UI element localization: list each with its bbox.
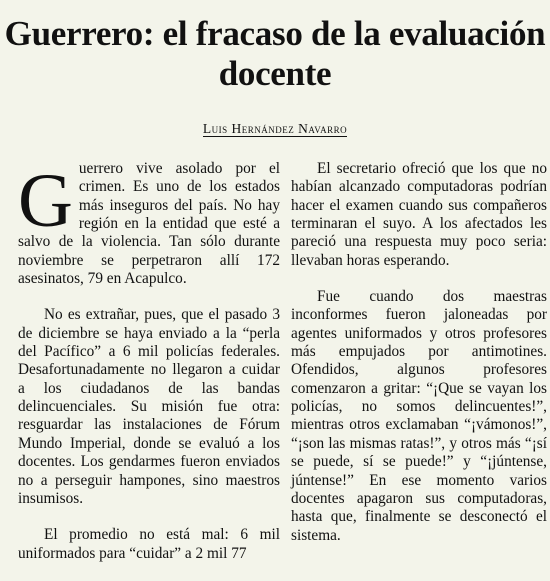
left-column: [18, 160, 280, 581]
drop-cap: G: [18, 159, 73, 243]
paragraph-text: uerrero vive asolado por el crimen. Es uno de los estados más inseguros del país. No hay región en la entidad que esté a salvo de la violencia. Tan sólo durante noviembre se perpetraron allí 172 asesinatos, 79 en Acapulco.: [18, 160, 280, 288]
paragraph: El secretario ofreció que los que no habían alcanzado computadoras podrían hacer el examen cuando sus compañeros terminaran el suyo. A los afectados les pareció una respuesta muy poco seria: llevaban horas esperando.: [291, 160, 547, 269]
right-column: [291, 160, 547, 563]
article-title: Guerrero: el fracaso de la evaluación docente: [4, 14, 546, 93]
paragraph: Fue cuando dos maestras inconformes fueron jaloneadas por agentes uniformados y otros profesores más empujados por antimotines. Ofendidos, algunos profesores comenzaron a gritar: “¡Que se vayan los policías, no somos delincuentes!”, mientras otros exclamaban “¡vámonos!”, “¡son las mismas ratas!”, y otros más “¡sí se puede, sí se puede!” y “¡júntense, júntense!” En ese momento varios docentes apagaron sus computadoras, hasta que, finalmente se desconectó el sistema.: [291, 288, 547, 544]
author-byline: [0, 121, 550, 137]
paragraph: [18, 160, 280, 288]
paragraph: No es extrañar, pues, que el pasado 3 de diciembre se haya enviado a la “perla del Pacífico” a 6 mil policías federales. Desafortunadamente no llegaron a cuidar a los ciudadanos de las bandas delincuenciales. Su misión fue otra: resguardar las instalaciones de Fórum Mundo Imperial, donde se evaluó a los docentes. Los gendarmes fueron enviados no a perseguir hampones, sino maestros insumisos.: [18, 306, 280, 507]
paragraph: El promedio no está mal: 6 mil uniformados para “cuidar” a 2 mil 77: [18, 526, 280, 562]
author-link[interactable]: Luis Hernández Navarro: [202, 121, 348, 136]
